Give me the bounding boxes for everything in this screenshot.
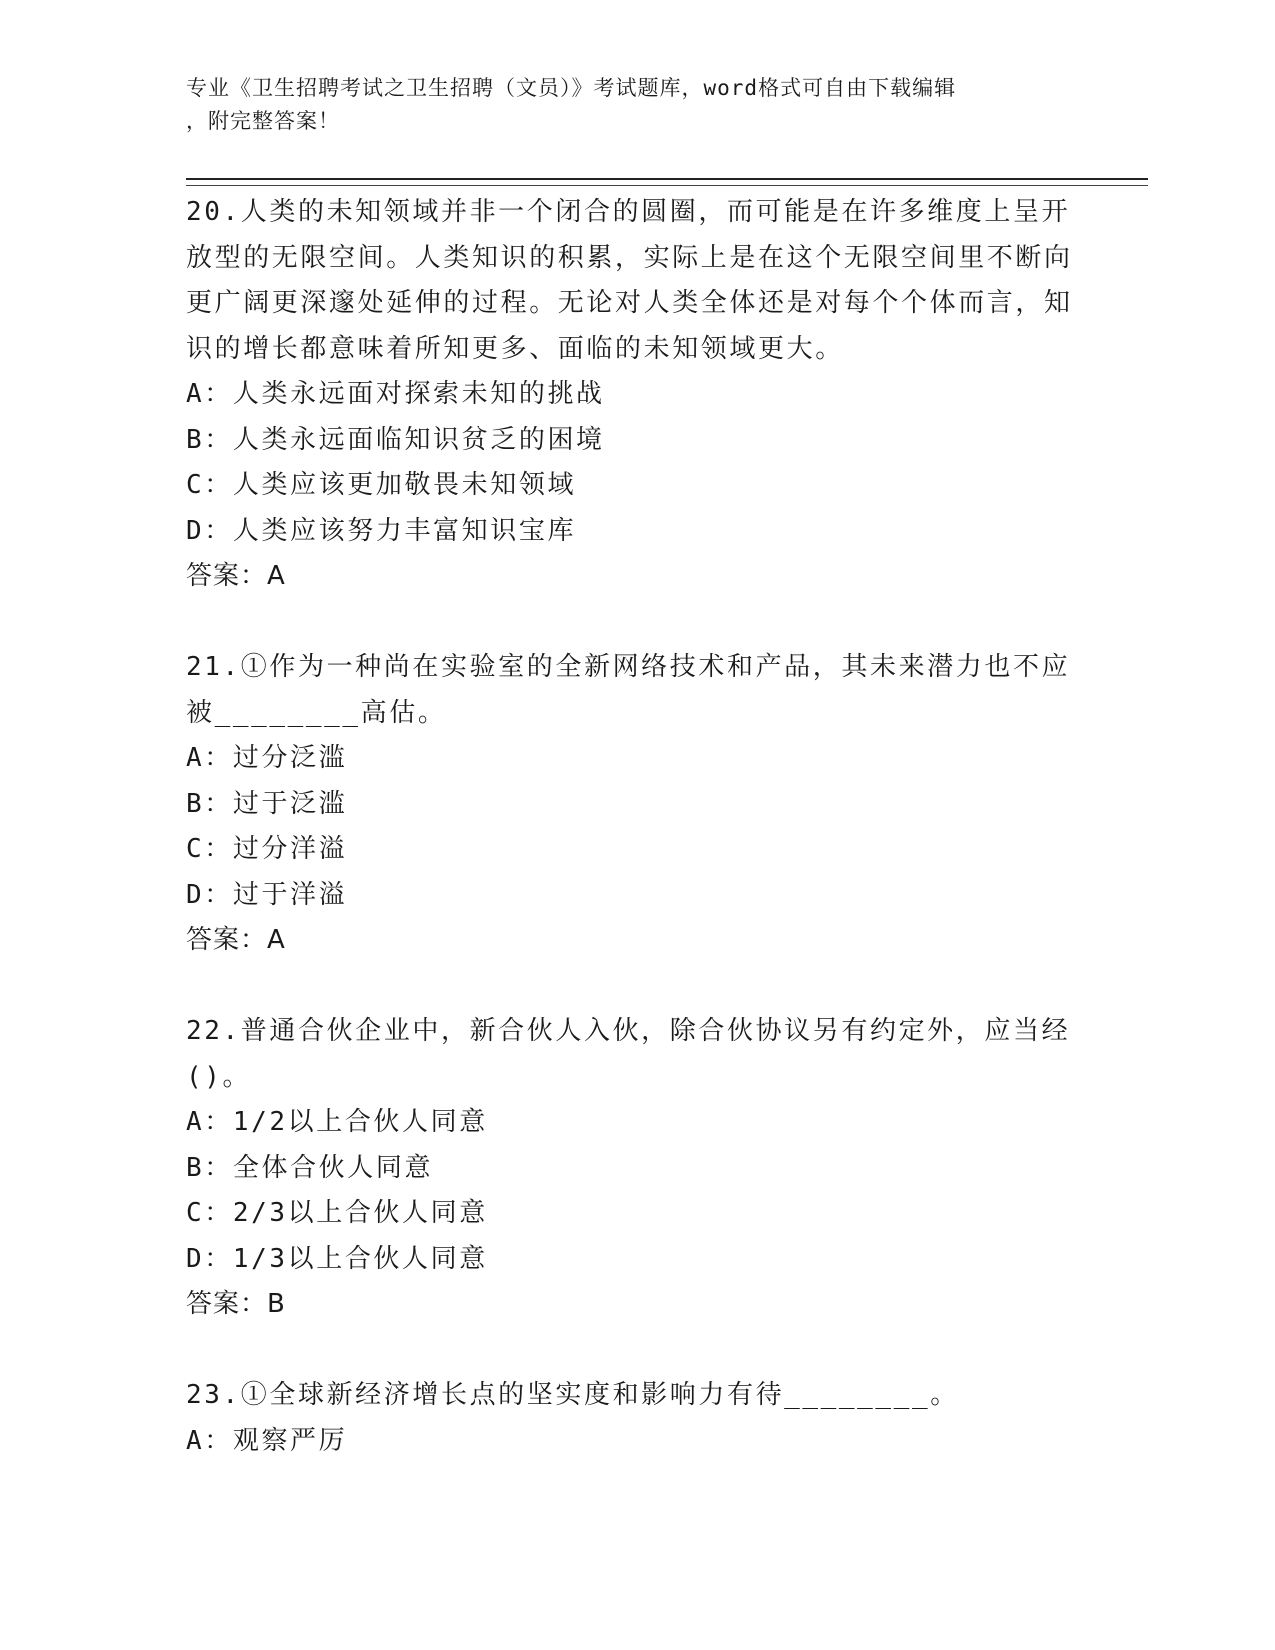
question-body: 人类的未知领域并非一个闭合的圆圈，而可能是在许多维度上呈开放型的无限空间。人类知识的积累，实际上是在这个无限空间里不断向更广阔更深邃处延伸的过程。无论对人类全体还是对每个个体而言，知识的增长都意味着所知更多、面临的未知领域更大。 xyxy=(186,197,1073,364)
option-a: A：观察严厉 xyxy=(186,1425,348,1456)
question-text xyxy=(186,1373,1086,1419)
document-header xyxy=(186,72,1066,138)
question-number: 23. xyxy=(186,1380,241,1410)
option-b: B：过于泛滥 xyxy=(186,788,348,819)
question-body: ①作为一种尚在实验室的全新网络技术和产品，其未来潜力也不应被________高估。 xyxy=(186,652,1071,728)
answer: 答案：B xyxy=(186,1289,286,1319)
question-list xyxy=(186,190,1086,1510)
option-d: D：过于洋溢 xyxy=(186,879,348,910)
question-text xyxy=(186,645,1086,736)
option-d: D：1/3以上合伙人同意 xyxy=(186,1243,488,1274)
header-line-1: 专业《卫生招聘考试之卫生招聘（文员）》考试题库，word格式可自由下载编辑 xyxy=(186,76,957,100)
question-21 xyxy=(186,645,1086,964)
question-text xyxy=(186,1009,1086,1100)
answer: 答案：A xyxy=(186,925,286,955)
option-c: C：过分洋溢 xyxy=(186,834,348,864)
header-divider-thick xyxy=(186,178,1148,180)
header-line-2: ，附完整答案！ xyxy=(186,109,340,133)
option-a: A：1/2以上合伙人同意 xyxy=(186,1107,488,1137)
option-c: C：2/3以上合伙人同意 xyxy=(186,1198,488,1228)
question-23 xyxy=(186,1373,1086,1464)
question-number: 22. xyxy=(186,1016,241,1046)
question-body: ①全球新经济增长点的坚实度和影响力有待________。 xyxy=(240,1380,959,1410)
option-a: A：过分泛滥 xyxy=(186,743,348,773)
question-number: 20. xyxy=(186,197,241,227)
question-20 xyxy=(186,190,1086,600)
option-b: B：全体合伙人同意 xyxy=(186,1152,434,1183)
option-b: B：人类永远面临知识贫乏的困境 xyxy=(186,424,605,455)
option-a: A：人类永远面对探索未知的挑战 xyxy=(186,379,605,409)
question-body: 普通合伙企业中，新合伙人入伙，除合伙协议另有约定外，应当经()。 xyxy=(186,1016,1071,1092)
question-number: 21. xyxy=(186,652,241,682)
option-d: D：人类应该努力丰富知识宝库 xyxy=(186,515,577,546)
question-text xyxy=(186,190,1086,372)
header-divider-thin xyxy=(186,185,1148,186)
answer: 答案：A xyxy=(186,561,286,591)
question-22 xyxy=(186,1009,1086,1328)
option-c: C：人类应该更加敬畏未知领域 xyxy=(186,470,577,500)
